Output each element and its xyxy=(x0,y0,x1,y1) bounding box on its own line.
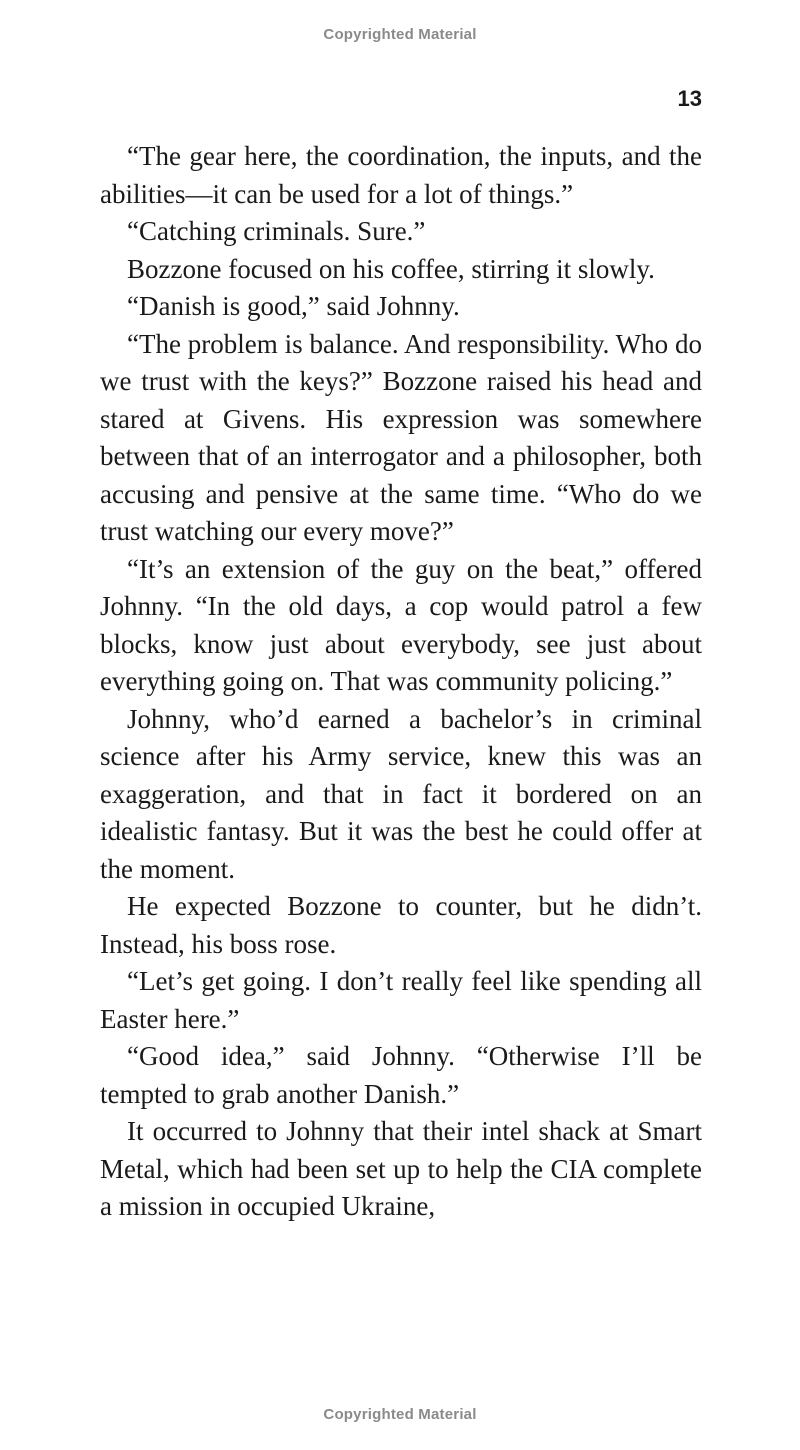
paragraph-1: “The gear here, the coordination, the inputs, and the abilities—it can be used for a lot of things.” xyxy=(100,141,702,209)
paragraph-10: “Good idea,” said Johnny. “Otherwise I’ll be tempted to grab another Danish.” xyxy=(100,1041,702,1109)
page-body xyxy=(100,138,702,1226)
paragraph-2: “Catching criminals. Sure.” xyxy=(127,216,426,246)
page-number: 13 xyxy=(677,86,702,111)
paragraph-9: “Let’s get going. I don’t really feel like spending all Easter here.” xyxy=(100,966,702,1034)
paragraph-6: “It’s an extension of the guy on the beat,” offered Johnny. “In the old days, a cop would patrol a few blocks, know just about everybody, see just about everything going on. That was community policing.” xyxy=(100,553,702,696)
paragraph-3: Bozzone focused on his coffee, stirring it slowly. xyxy=(127,253,655,284)
paragraph-5: “The problem is balance. And responsibility. Who do we trust with the keys?” Bozzone raised his head and stared at Givens. His expression was somewhere between that of an interrogator and a philosopher, both accusing and pensive at the same time. “Who do we trust watching our every move?” xyxy=(100,328,702,546)
copyright-watermark-top: Copyrighted Material xyxy=(323,26,477,43)
paragraph-4: “Danish is good,” said Johnny. xyxy=(127,291,460,321)
paragraph-8: He expected Bozzone to counter, but he didn’t. Instead, his boss rose. xyxy=(100,891,702,959)
copyright-watermark-bottom: Copyrighted Material xyxy=(323,1406,477,1423)
paragraph-11: It occurred to Johnny that their intel shack at Smart Metal, which had been set up to help the CIA complete a mission in occupied Ukraine, xyxy=(100,1116,702,1221)
paragraph-7: Johnny, who’d earned a bachelor’s in criminal science after his Army service, knew this was an exaggeration, and that in fact it bordered on an idealistic fantasy. But it was the best he could offer at the moment. xyxy=(100,703,702,884)
